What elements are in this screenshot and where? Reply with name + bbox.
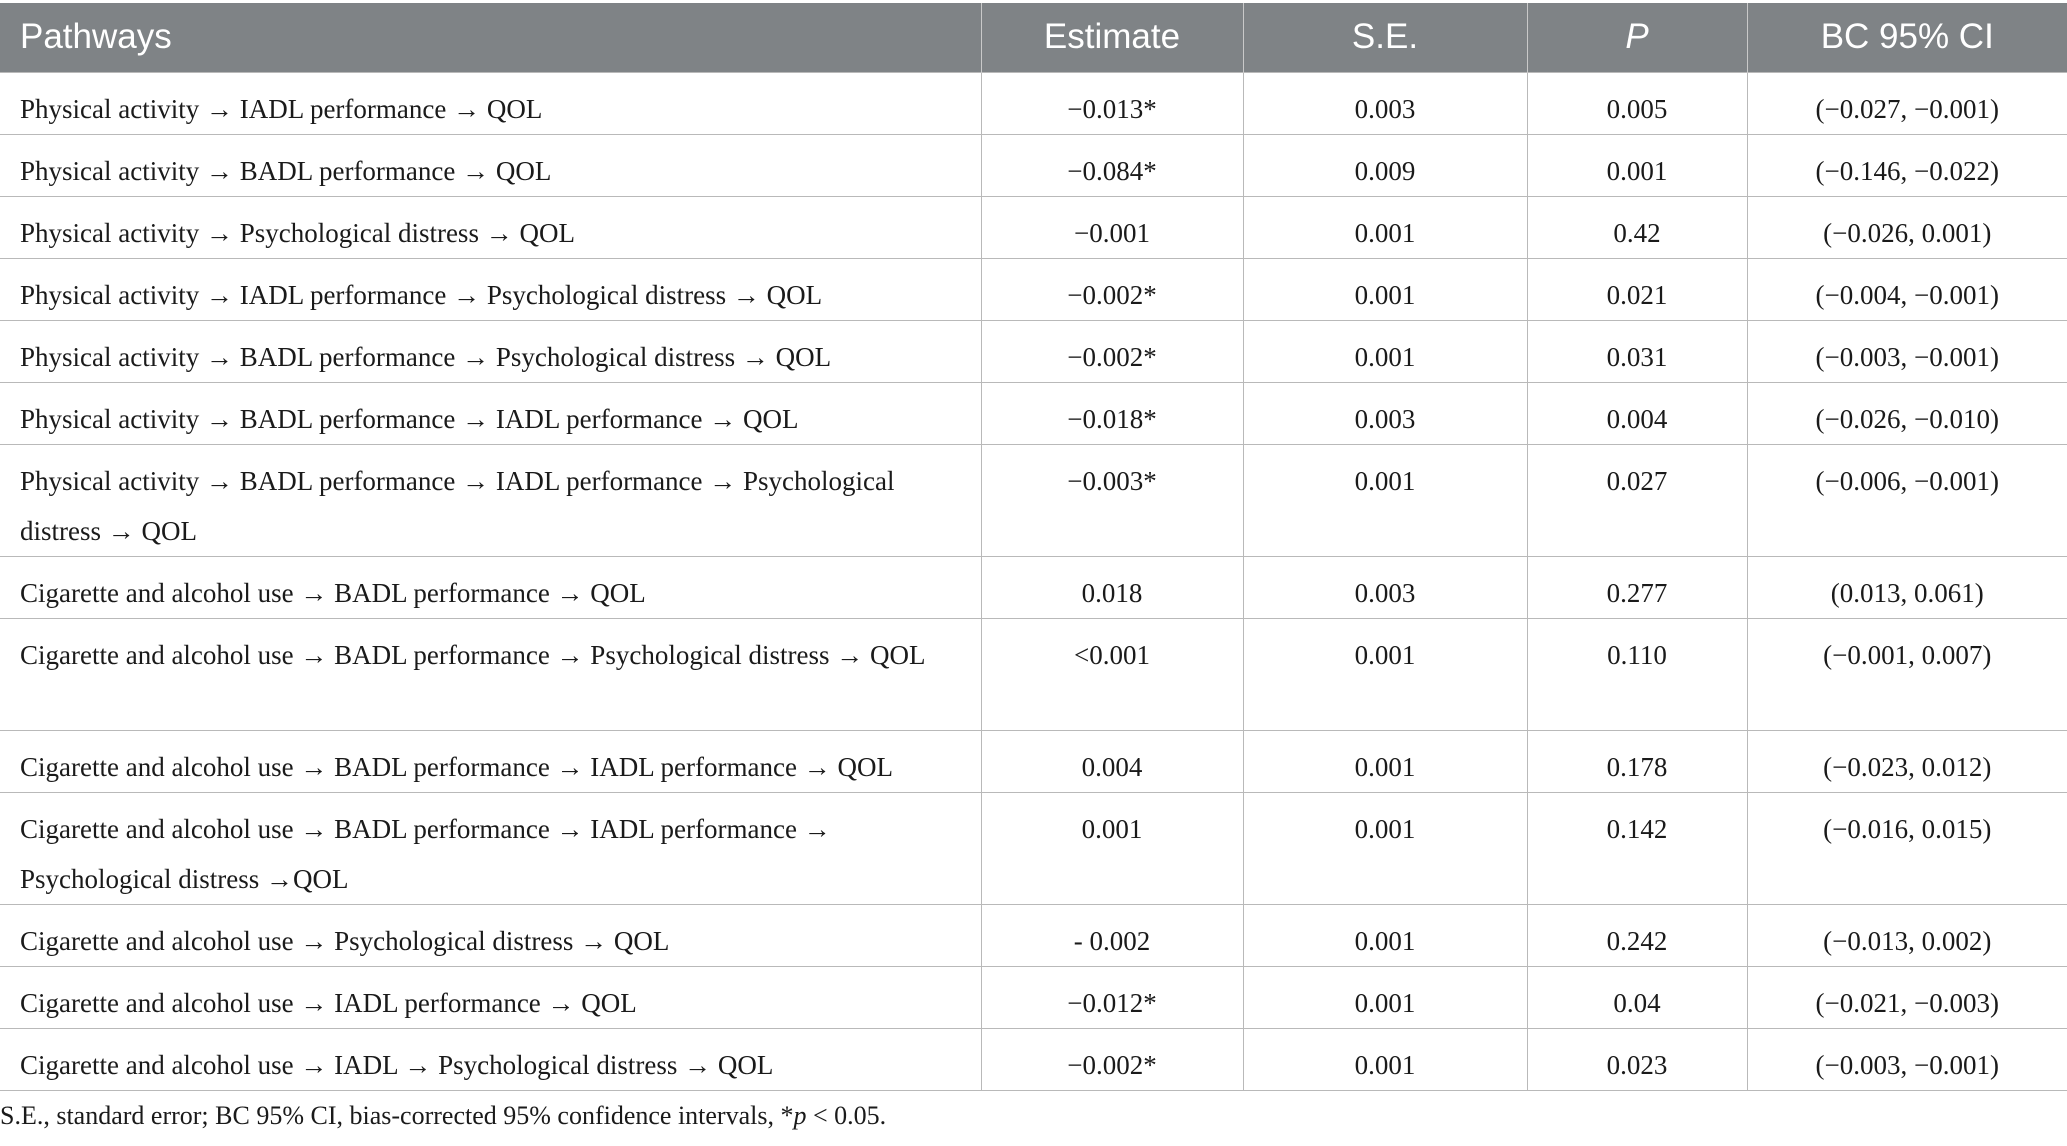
pathway-cell: Cigarette and alcohol use → Psychological distress → QOL xyxy=(0,904,981,966)
p-value-cell: 0.004 xyxy=(1527,382,1747,444)
table-row xyxy=(0,730,2067,792)
p-value-cell: 0.001 xyxy=(1527,134,1747,196)
se-cell: 0.001 xyxy=(1243,730,1527,792)
estimate-cell: 0.001 xyxy=(981,792,1243,904)
p-value-cell: 0.031 xyxy=(1527,320,1747,382)
ci-cell: (−0.026, −0.010) xyxy=(1747,382,2067,444)
estimate-cell: 0.018 xyxy=(981,556,1243,618)
estimate-cell: −0.003* xyxy=(981,444,1243,556)
pathway-cell: Physical activity → IADL performance → Psychological distress → QOL xyxy=(0,258,981,320)
header-estimate: Estimate xyxy=(981,3,1243,72)
header-row xyxy=(0,3,2067,72)
estimate-cell: −0.001 xyxy=(981,196,1243,258)
pathway-cell: Cigarette and alcohol use → IADL performance → QOL xyxy=(0,966,981,1028)
estimate-cell: −0.013* xyxy=(981,72,1243,134)
p-value-cell: 0.277 xyxy=(1527,556,1747,618)
ci-cell: (−0.006, −0.001) xyxy=(1747,444,2067,556)
pathway-cell: Physical activity → IADL performance → QOL xyxy=(0,72,981,134)
ci-cell: (−0.004, −0.001) xyxy=(1747,258,2067,320)
p-value-cell: 0.178 xyxy=(1527,730,1747,792)
p-value-cell: 0.142 xyxy=(1527,792,1747,904)
se-cell: 0.001 xyxy=(1243,196,1527,258)
pathway-cell: Physical activity → BADL performance → Psychological distress → QOL xyxy=(0,320,981,382)
pathway-cell: Cigarette and alcohol use → IADL → Psychological distress → QOL xyxy=(0,1028,981,1090)
results-table xyxy=(0,3,2067,1091)
p-value-cell: 0.023 xyxy=(1527,1028,1747,1090)
p-value-cell: 0.04 xyxy=(1527,966,1747,1028)
table-row xyxy=(0,966,2067,1028)
ci-cell: (−0.001, 0.007) xyxy=(1747,618,2067,730)
se-cell: 0.003 xyxy=(1243,72,1527,134)
p-value-cell: 0.242 xyxy=(1527,904,1747,966)
table-row xyxy=(0,320,2067,382)
se-cell: 0.009 xyxy=(1243,134,1527,196)
ci-cell: (−0.003, −0.001) xyxy=(1747,320,2067,382)
ci-cell: (−0.146, −0.022) xyxy=(1747,134,2067,196)
se-cell: 0.001 xyxy=(1243,1028,1527,1090)
estimate-cell: −0.012* xyxy=(981,966,1243,1028)
estimate-cell: −0.018* xyxy=(981,382,1243,444)
estimate-cell: 0.004 xyxy=(981,730,1243,792)
table-row xyxy=(0,1028,2067,1090)
se-cell: 0.001 xyxy=(1243,966,1527,1028)
table-row xyxy=(0,618,2067,730)
table-body xyxy=(0,72,2067,1090)
header-pathways: Pathways xyxy=(0,3,981,72)
ci-cell: (0.013, 0.061) xyxy=(1747,556,2067,618)
table-footnote xyxy=(0,1101,886,1131)
pathway-cell: Physical activity → BADL performance → QOL xyxy=(0,134,981,196)
se-cell: 0.003 xyxy=(1243,556,1527,618)
se-cell: 0.001 xyxy=(1243,618,1527,730)
table-row xyxy=(0,382,2067,444)
table-row xyxy=(0,444,2067,556)
pathway-cell: Physical activity → Psychological distress → QOL xyxy=(0,196,981,258)
ci-cell: (−0.003, −0.001) xyxy=(1747,1028,2067,1090)
pathway-cell: Physical activity → BADL performance → IADL performance → Psychological distress → QOL xyxy=(0,444,981,556)
estimate-cell: −0.002* xyxy=(981,258,1243,320)
pathway-cell: Cigarette and alcohol use → BADL performance → IADL performance → QOL xyxy=(0,730,981,792)
se-cell: 0.001 xyxy=(1243,904,1527,966)
header-p: P xyxy=(1527,3,1747,72)
table-header xyxy=(0,3,2067,72)
se-cell: 0.001 xyxy=(1243,320,1527,382)
header-se: S.E. xyxy=(1243,3,1527,72)
estimate-cell: - 0.002 xyxy=(981,904,1243,966)
table-row xyxy=(0,904,2067,966)
ci-cell: (−0.016, 0.015) xyxy=(1747,792,2067,904)
ci-cell: (−0.026, 0.001) xyxy=(1747,196,2067,258)
se-cell: 0.001 xyxy=(1243,444,1527,556)
ci-cell: (−0.013, 0.002) xyxy=(1747,904,2067,966)
table-row xyxy=(0,134,2067,196)
table-row xyxy=(0,196,2067,258)
pathway-cell: Cigarette and alcohol use → BADL performance → IADL performance → Psychological distress →QOL xyxy=(0,792,981,904)
header-ci: BC 95% CI xyxy=(1747,3,2067,72)
ci-cell: (−0.027, −0.001) xyxy=(1747,72,2067,134)
table-row xyxy=(0,556,2067,618)
p-value-cell: 0.021 xyxy=(1527,258,1747,320)
footnote-text: S.E., standard error; BC 95% CI, bias-corrected 95% confidence intervals, * xyxy=(0,1101,794,1130)
ci-cell: (−0.021, −0.003) xyxy=(1747,966,2067,1028)
p-value-cell: 0.005 xyxy=(1527,72,1747,134)
estimate-cell: −0.084* xyxy=(981,134,1243,196)
pathway-cell: Cigarette and alcohol use → BADL performance → QOL xyxy=(0,556,981,618)
p-value-cell: 0.110 xyxy=(1527,618,1747,730)
se-cell: 0.001 xyxy=(1243,258,1527,320)
p-value-cell: 0.42 xyxy=(1527,196,1747,258)
p-value-cell: 0.027 xyxy=(1527,444,1747,556)
pathway-cell: Physical activity → BADL performance → IADL performance → QOL xyxy=(0,382,981,444)
footnote-p-symbol: p xyxy=(793,1101,807,1130)
table-row xyxy=(0,258,2067,320)
estimate-cell: <0.001 xyxy=(981,618,1243,730)
table-row xyxy=(0,792,2067,904)
se-cell: 0.001 xyxy=(1243,792,1527,904)
footnote-threshold: < 0.05. xyxy=(806,1101,887,1130)
table-row xyxy=(0,72,2067,134)
ci-cell: (−0.023, 0.012) xyxy=(1747,730,2067,792)
estimate-cell: −0.002* xyxy=(981,1028,1243,1090)
pathway-cell: Cigarette and alcohol use → BADL performance → Psychological distress → QOL xyxy=(0,618,981,730)
estimate-cell: −0.002* xyxy=(981,320,1243,382)
se-cell: 0.003 xyxy=(1243,382,1527,444)
